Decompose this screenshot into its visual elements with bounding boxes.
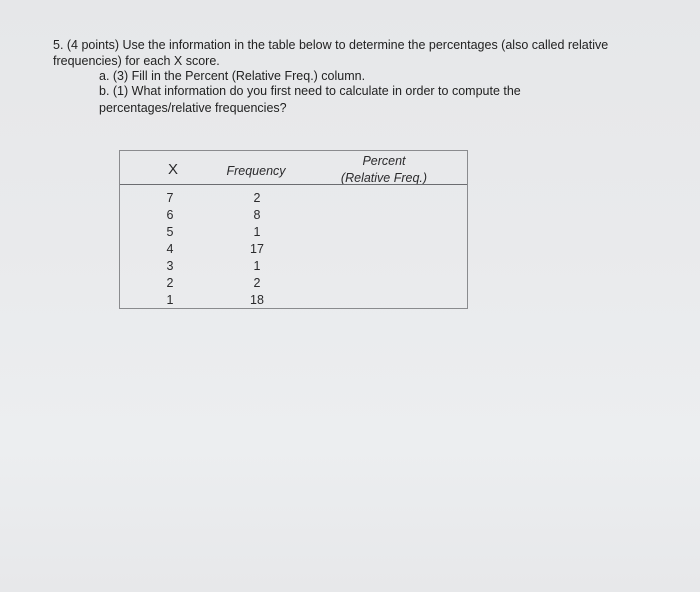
x-column: [158, 190, 182, 309]
frequency-table: [119, 150, 468, 309]
header-x: X: [167, 161, 178, 178]
frequency-cell: 17: [250, 242, 264, 256]
x-cell: 6: [166, 208, 174, 222]
frequency-cell: 2: [253, 276, 261, 290]
header-divider: [120, 184, 467, 185]
x-cell: 1: [166, 293, 174, 307]
frequency-column: [237, 190, 277, 309]
question-text-line-2: frequencies) for each X score.: [53, 54, 220, 68]
header-percent: Percent: [362, 154, 406, 168]
question-part-b-line-2: percentages/relative frequencies?: [99, 101, 287, 115]
x-cell: 7: [166, 191, 174, 205]
frequency-cell: 18: [250, 293, 264, 307]
header-frequency: Frequency: [226, 164, 286, 178]
frequency-cell: 2: [253, 191, 261, 205]
header-relative-freq: (Relative Freq.): [340, 171, 428, 185]
frequency-cell: 8: [253, 208, 261, 222]
question-part-a: a. (3) Fill in the Percent (Relative Freq.) column.: [99, 69, 366, 83]
x-cell: 5: [166, 225, 174, 239]
question-part-b-line-1: b. (1) What information do you first need to calculate in order to compute the: [99, 84, 521, 98]
x-cell: 2: [166, 276, 174, 290]
frequency-cell: 1: [253, 259, 261, 273]
question-text-line-1: 5. (4 points) Use the information in the table below to determine the percentages (also called relative: [53, 38, 609, 52]
x-cell: 3: [166, 259, 174, 273]
x-cell: 4: [166, 242, 174, 256]
frequency-cell: 1: [253, 225, 261, 239]
